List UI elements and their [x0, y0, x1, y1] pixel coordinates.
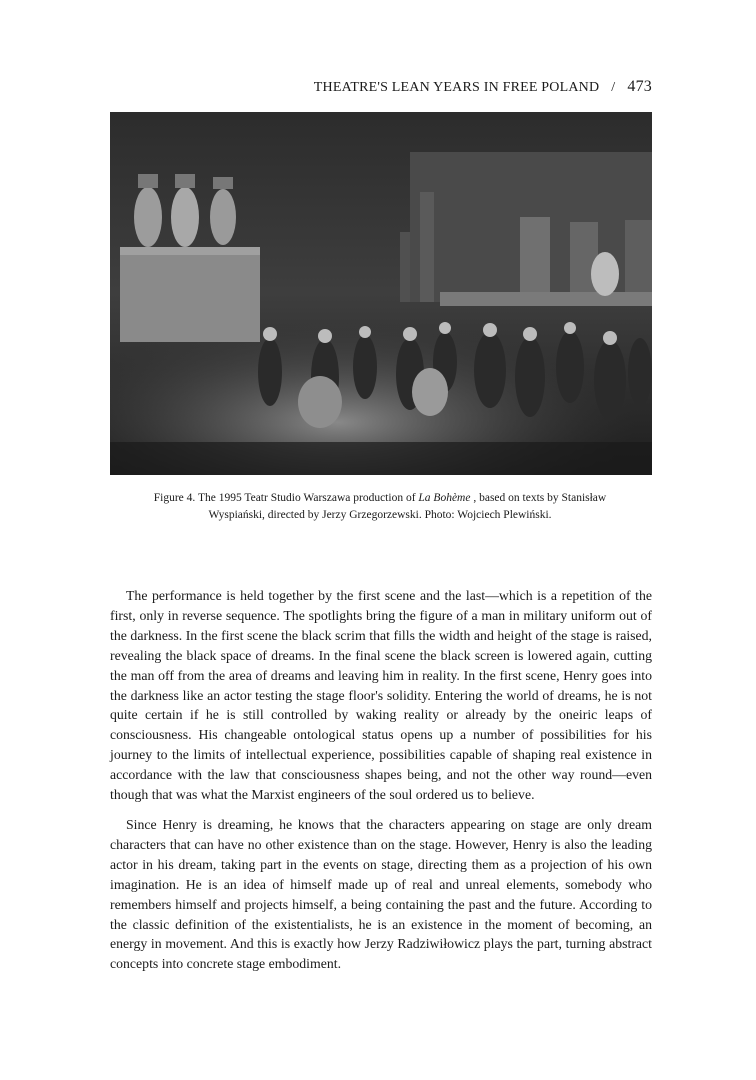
header-separator: /	[611, 80, 616, 95]
page-number: 473	[627, 78, 652, 95]
caption-text-start: Figure 4. The 1995 Teatr Studio Warszawa production of	[153, 492, 419, 504]
stage-photograph	[110, 112, 652, 475]
running-title: THEATRE'S LEAN YEARS IN FREE POLAND	[313, 80, 600, 95]
body-text	[110, 586, 652, 984]
paragraph-1: The performance is held together by the first scene and the last—which is a repetition of the first, only in reverse sequence. The spotlights bring the figure of a man in military uniform out of the darkness. In the first scene the black scrim that fills the width and height of the stage is raised, revealing the black space of dreams. In the final scene the black screen is lowered again, cutting the man off from the area of dreams and leaving him in reality. In the first scene, Henry goes into the darkness like an actor testing the stage floor's solidity. Entering the world of dreams, he is not quite certain if he is still controlled by waking reality or already by the oneiric leaps of consciousness. His changeable ontological status opens up a number of possibilities for his journey to the limits of intellectual experience, possibilities capable of shaping real existence in accordance with the law that consciousness shapes being, and not the other way round—even though that was what the Marxist engineers of the soul ordered us to believe.	[110, 588, 652, 803]
figure-caption	[130, 490, 630, 524]
caption-production-title: La Bohème	[418, 492, 471, 504]
paragraph-2: Since Henry is dreaming, he knows that the characters appearing on stage are only dream characters that can have no other existence than on the stage. However, Henry is also the leading actor in his dream, taking part in the events on stage, directing them as a projection of his own imagination. He is an idea of himself made up of real and unreal elements, somebody who remembers himself and projects himself, a being containing the past and the future. According to the classic definition of the existentialists, he is an existence in the moment of becoming, an energy in movement. And this is exactly how Jerzy Radziwiłowicz plays the part, turning abstract concepts into concrete stage embodiment.	[110, 816, 652, 972]
caption-text-end: , based on texts by Stanisław Wyspiański, directed by Jerzy Grzegorzewski. Photo: Wojciech Plewiński.	[208, 492, 607, 521]
running-header	[110, 78, 652, 96]
